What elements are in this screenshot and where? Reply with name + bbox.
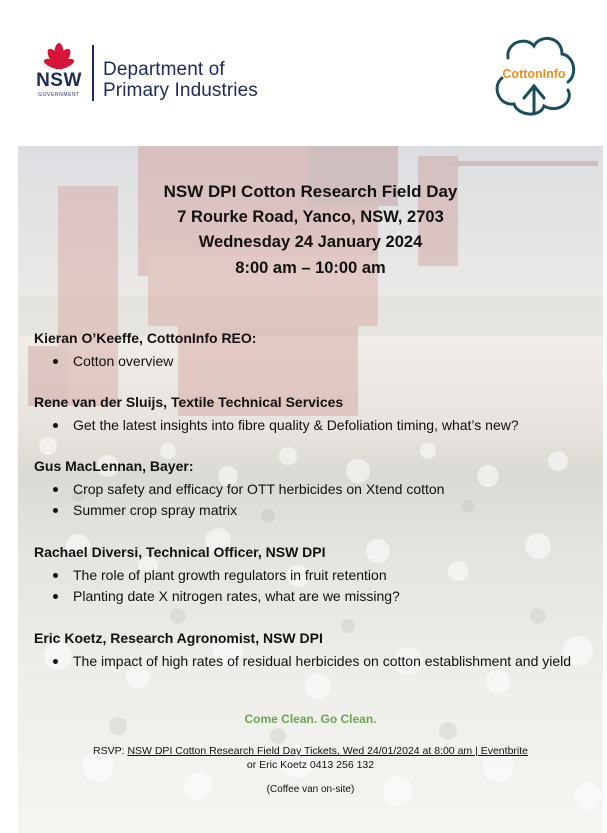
- bullet-icon: [53, 359, 58, 364]
- coffee-note: (Coffee van on-site): [266, 784, 355, 795]
- cottoninfo-logo-text: CottonInfo: [502, 67, 566, 81]
- speaker-section: [34, 329, 603, 372]
- bullet-icon: [53, 423, 58, 428]
- speaker-name: Eric Koetz, Research Agronomist, NSW DPI: [34, 630, 323, 646]
- bullet-icon: [53, 659, 58, 664]
- event-title: NSW DPI Cotton Research Field Day: [163, 182, 458, 201]
- department-name: [103, 59, 258, 101]
- event-address: 7 Rourke Road, Yanco, NSW, 2703: [177, 208, 444, 226]
- flyer-panel: [18, 146, 603, 833]
- topic-item: [34, 565, 603, 586]
- rsvp-line: [18, 744, 603, 759]
- speaker-name: Gus MacLennan, Bayer:: [34, 458, 194, 474]
- topic-text: The role of plant growth regulators in fruit retention: [73, 567, 387, 583]
- speaker-section: [34, 629, 603, 672]
- bullet-icon: [53, 573, 58, 578]
- topic-text: Summer crop spray matrix: [73, 502, 238, 518]
- topic-item: [34, 415, 603, 436]
- event-date: Wednesday 24 January 2024: [198, 233, 423, 251]
- topic-item: [34, 351, 603, 372]
- department-line-1: Department of: [103, 59, 225, 80]
- speaker-section: [34, 543, 603, 607]
- topic-item: [34, 500, 603, 521]
- speaker-name: Rene van der Sluijs, Textile Technical Services: [34, 394, 344, 410]
- topic-item: [34, 479, 603, 500]
- logo-divider: [92, 45, 94, 101]
- topic-text: Get the latest insights into fibre quality & Defoliation timing, what’s new?: [73, 417, 519, 433]
- topic-text: Planting date X nitrogen rates, what are we missing?: [73, 588, 400, 604]
- eventbrite-link[interactable]: NSW DPI Cotton Research Field Day Tickets, Wed 24/01/2024 at 8:00 am | Eventbrite: [127, 745, 528, 757]
- nsw-logo-text: NSW: [36, 70, 82, 91]
- topic-item: [34, 651, 603, 672]
- topic-list: [34, 351, 603, 372]
- department-line-2: Primary Industries: [103, 80, 258, 101]
- bullet-icon: [53, 508, 58, 513]
- speaker-name: Rachael Diversi, Technical Officer, NSW DPI: [34, 544, 326, 560]
- flyer-content: [18, 146, 603, 833]
- topic-text: The impact of high rates of residual herbicides on cotton establishment and yield: [73, 653, 572, 669]
- speaker-name: Kieran O’Keeffe, CottonInfo REO:: [34, 330, 257, 346]
- topic-list: [34, 565, 603, 607]
- topic-list: [34, 651, 603, 672]
- bullet-icon: [53, 594, 58, 599]
- contact-line: or Eric Koetz 0413 256 132: [246, 759, 375, 771]
- speaker-section: [34, 393, 603, 436]
- topic-text: Crop safety and efficacy for OTT herbicides on Xtend cotton: [73, 481, 445, 497]
- topic-list: [34, 479, 603, 521]
- topic-text: Cotton overview: [73, 353, 174, 369]
- nsw-logo-subtext: GOVERNMENT: [38, 92, 80, 98]
- topic-list: [34, 415, 603, 436]
- topic-item: [34, 586, 603, 607]
- biosecurity-slogan: Come Clean. Go Clean.: [244, 712, 377, 726]
- rsvp-label: RSVP:: [93, 745, 128, 757]
- event-time: 8:00 am – 10:00 am: [235, 259, 386, 277]
- speaker-section: [34, 457, 603, 521]
- bullet-icon: [53, 487, 58, 492]
